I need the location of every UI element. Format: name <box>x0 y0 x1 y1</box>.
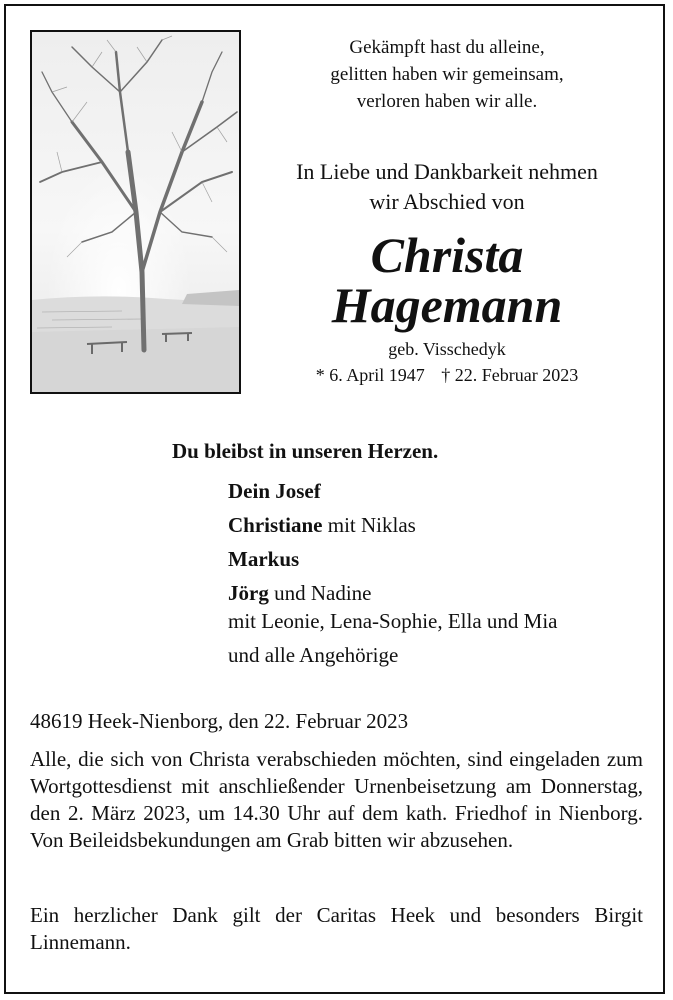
family-member <box>228 512 558 546</box>
tree-image-icon <box>32 32 239 392</box>
family-member-detail: und Nadine <box>268 581 372 605</box>
tree-lake-photo <box>30 30 241 394</box>
intro-line-1: In Liebe und Dankbarkeit nehmen <box>296 159 598 184</box>
family-list <box>228 478 558 676</box>
intro-line-2: wir Abschied von <box>369 189 525 214</box>
deceased-first-name: Christa <box>370 227 524 283</box>
verse-line-1: Gekämpft hast du alleine, <box>349 37 545 58</box>
family-member <box>228 642 558 676</box>
deceased-name <box>262 227 632 333</box>
birth-date: * 6. April 1947 <box>315 365 425 385</box>
memorial-verse <box>262 34 632 115</box>
family-member-name: Dein Josef <box>228 479 321 503</box>
place-date: 48619 Heek-Nienborg, den 22. Februar 2023 <box>30 709 409 733</box>
funeral-info-paragraph: Alle, die sich von Christa verabschieden möchten, sind eingeladen zum Wortgottesdienst mit anschließender Urnenbeisetzung am Donnerstag, den 2. März 2023, um 14.30 Uhr auf dem kath. Friedhof in Nienborg. Von Beileidsbekundungen am Grab bitten wir abzusehen. <box>30 747 643 852</box>
verse-line-2: gelitten haben wir gemeinsam, <box>330 64 564 85</box>
family-member-name: Jörg <box>228 581 269 605</box>
family-member-detail: mit Leonie, Lena-Sophie, Ella und Mia <box>228 609 558 633</box>
family-member <box>228 546 558 580</box>
verse-line-3: verloren haben wir alle. <box>356 91 538 112</box>
family-member-detail: mit Niklas <box>322 513 416 537</box>
family-member <box>228 608 558 642</box>
farewell-intro <box>262 157 632 217</box>
family-member <box>228 580 558 608</box>
thanks-paragraph: Ein herzlicher Dank gilt der Caritas Heek und besonders Birgit Linnemann. <box>30 903 643 954</box>
death-date: † 22. Februar 2023 <box>441 365 579 385</box>
family-member-detail: und alle Angehörige <box>228 643 399 667</box>
motto: Du bleibst in unseren Herzen. <box>172 439 439 463</box>
family-member-name: Christiane <box>228 513 323 537</box>
life-dates <box>262 364 632 386</box>
birth-name: geb. Visschedyk <box>388 339 506 359</box>
family-member-name: Markus <box>228 547 300 571</box>
deceased-last-name: Hagemann <box>331 277 563 333</box>
family-member <box>228 478 558 512</box>
